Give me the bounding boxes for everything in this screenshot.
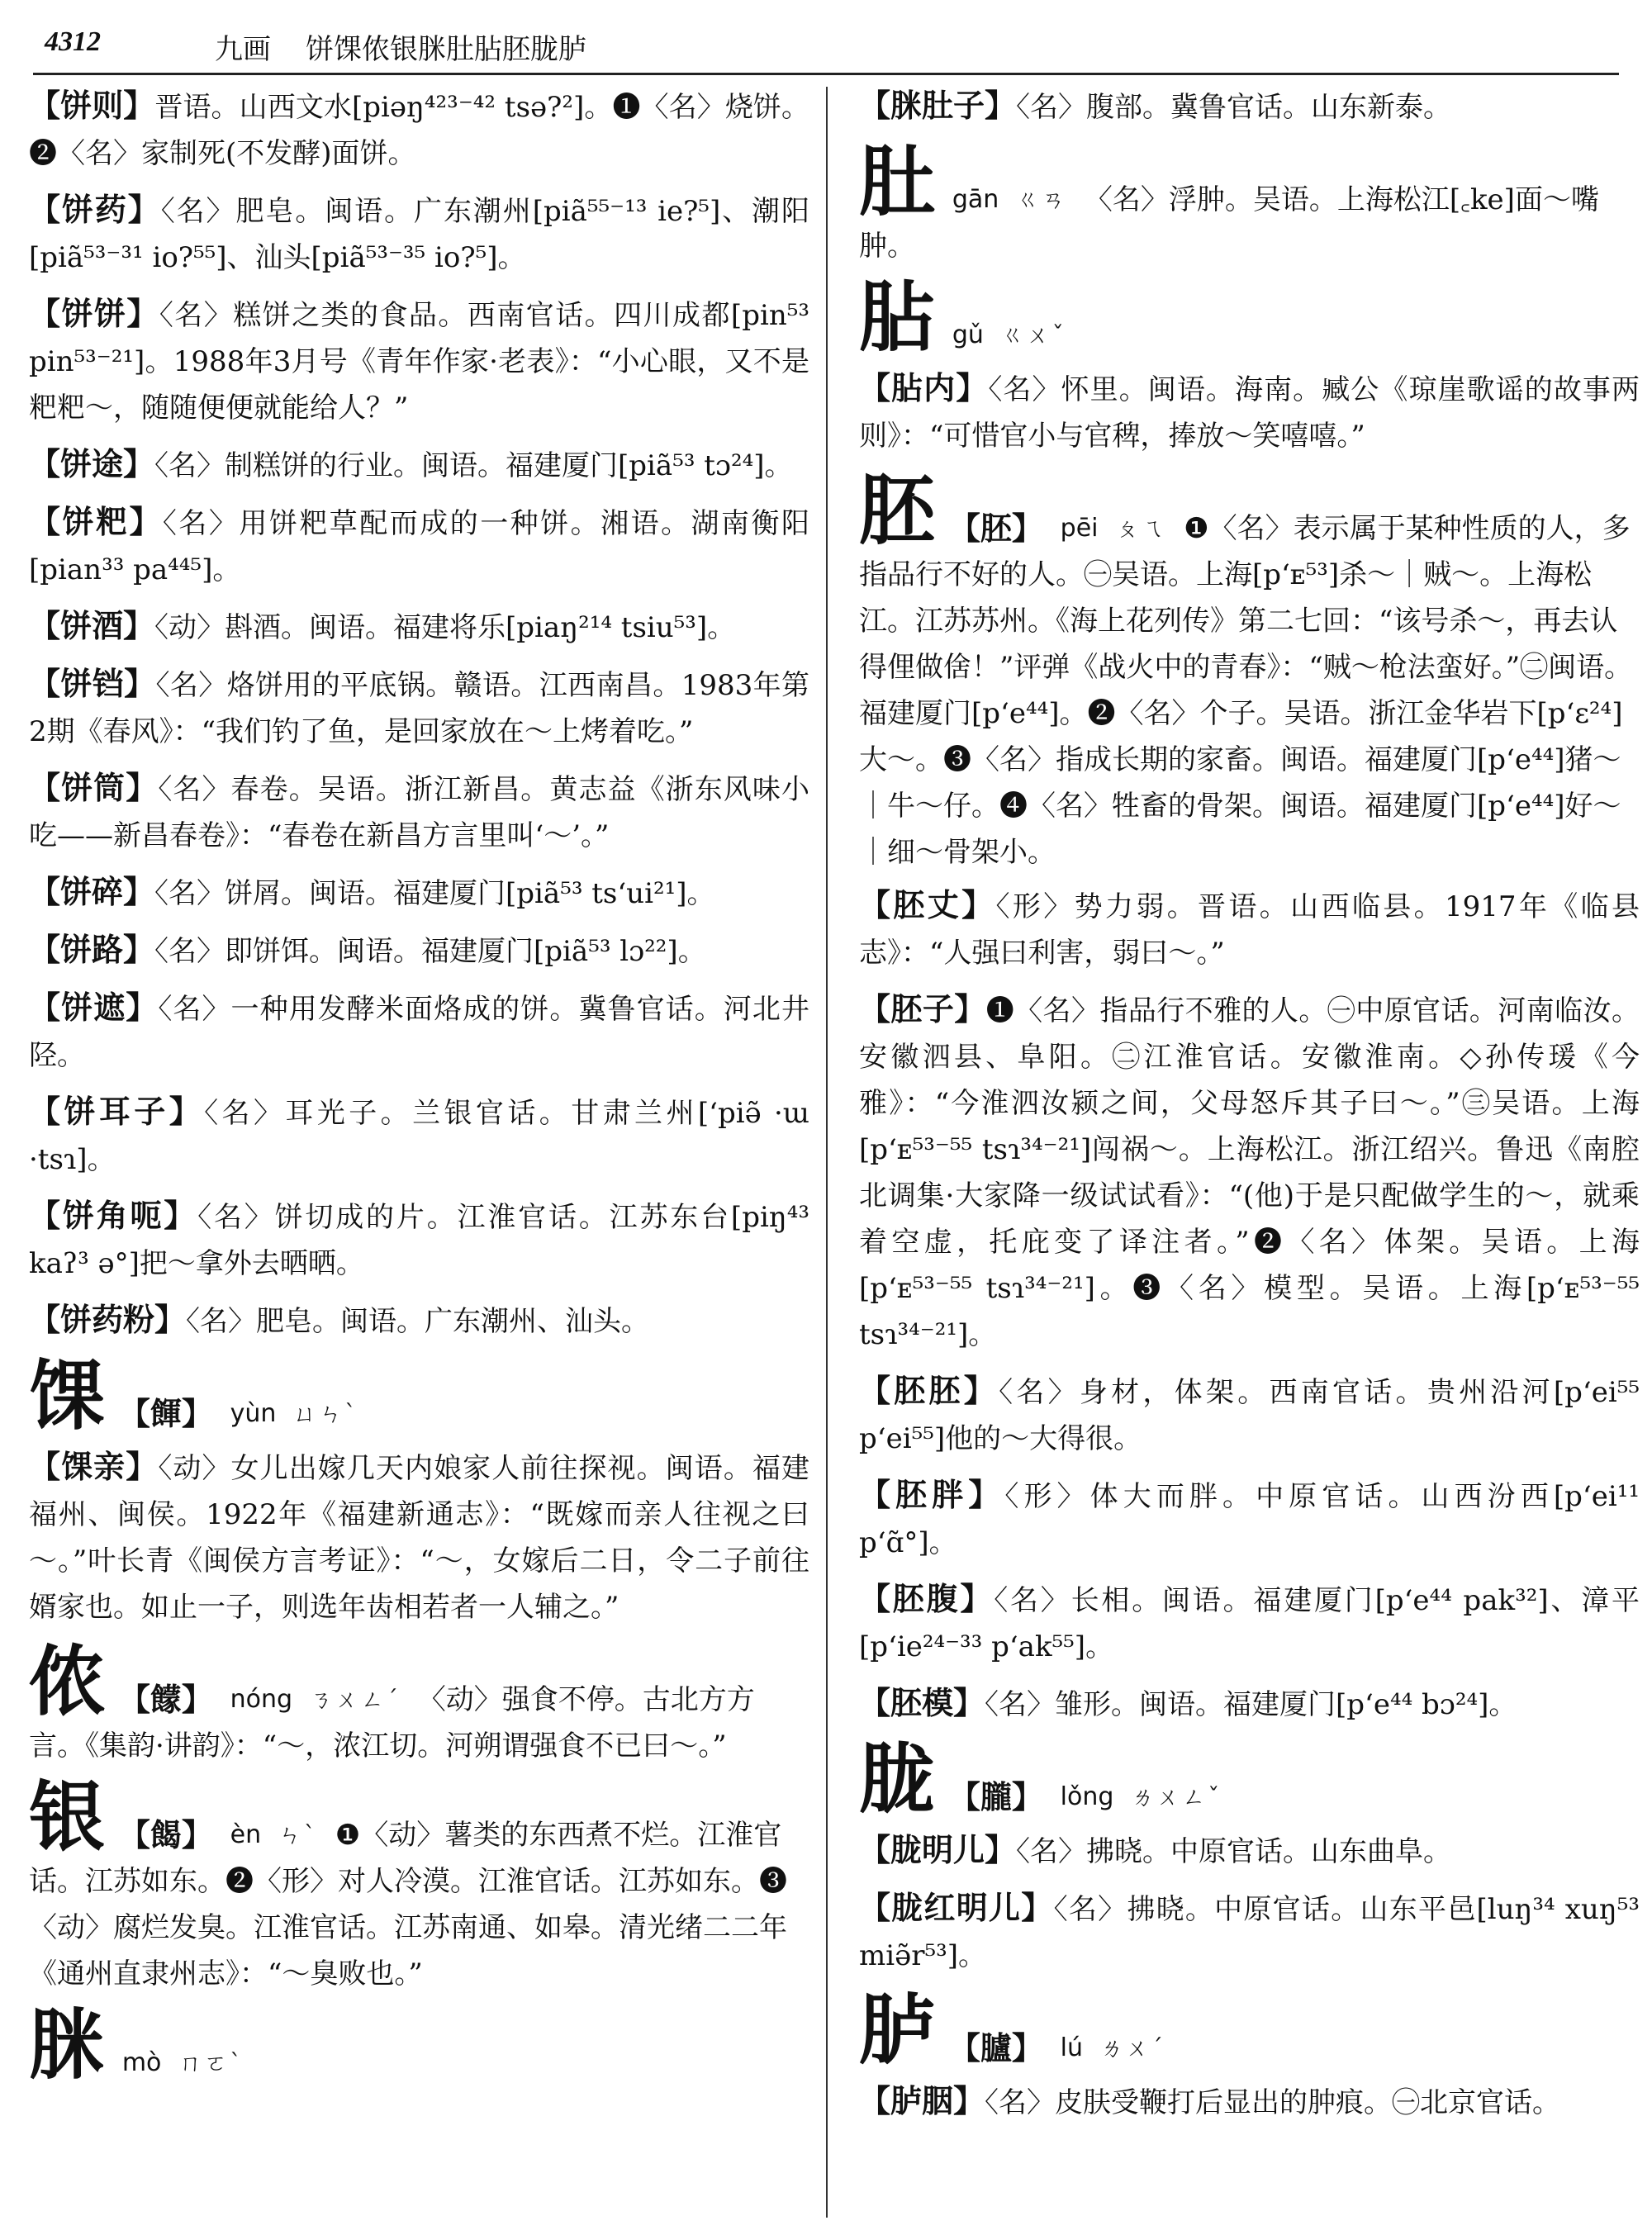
entry-list bbox=[859, 365, 1640, 459]
zhuyin: ㄇㄛˋ bbox=[178, 2049, 244, 2076]
dictionary-entry bbox=[29, 603, 809, 651]
entry-definition: 〈名〉长相。闽语。福建厦门[p‘e⁴⁴ pak³²]、漳平[p‘ie²⁴⁻³³ p‘ak⁵⁵]。 bbox=[859, 1584, 1640, 1663]
entry-definition: 〈名〉用饼粑草配而成的一种饼。湘语。湖南衡阳[pian³³ pa⁴⁴⁵]。 bbox=[29, 507, 809, 586]
zhuyin: ㄌㄨㄥˇ bbox=[1131, 1783, 1222, 1810]
entry-headword: 【饼酒】 bbox=[29, 607, 155, 644]
entry-headword: 【饼饼】 bbox=[29, 295, 159, 332]
entry-headword: 【胧明儿】 bbox=[859, 1831, 1017, 1868]
entry-definition: 〈名〉即饼饵。闽语。福建厦门[piã⁵³ lɔ²²]。 bbox=[154, 935, 706, 968]
pinyin: èn bbox=[230, 1820, 262, 1849]
variant-form: 【饛】 bbox=[118, 1681, 213, 1718]
zhuyin: ㄆㄟ bbox=[1115, 515, 1167, 542]
dictionary-entry bbox=[29, 499, 809, 593]
pinyin: mò bbox=[121, 2048, 162, 2077]
variant-form: 【餲】 bbox=[118, 1816, 213, 1853]
entry-headword: 【饼遮】 bbox=[29, 989, 159, 1026]
pinyin: nóng bbox=[230, 1685, 293, 1714]
dictionary-entry bbox=[29, 985, 809, 1079]
entry-headword: 【胚胖】 bbox=[859, 1476, 1005, 1513]
head-character-block bbox=[29, 1637, 809, 1769]
dictionary-entry bbox=[859, 1472, 1640, 1566]
header-characters: 饼馃侬银脒肚胋胚胧胪 bbox=[306, 33, 586, 66]
entry-headword: 【脒肚子】 bbox=[859, 87, 1017, 124]
dictionary-entry bbox=[29, 1297, 809, 1345]
dictionary-entry bbox=[859, 1368, 1640, 1462]
page-number: 4312 bbox=[45, 26, 101, 57]
entry-definition: 〈名〉烙饼用的平底锅。赣语。江西南昌。1983年第2期《春风》：“我们钓了鱼，是回家放在～上烤着吃。” bbox=[29, 669, 809, 748]
entry-headword: 【饼途】 bbox=[29, 445, 155, 482]
head-character-block bbox=[859, 1986, 1640, 2075]
entry-list bbox=[859, 1827, 1640, 1979]
variant-form: 【臚】 bbox=[948, 2029, 1043, 2066]
dictionary-entry bbox=[29, 661, 809, 755]
entry-definition: 〈名〉身材，体架。西南官话。贵州沿河[p‘ei⁵⁵ p‘ei⁵⁵]他的～大得很。 bbox=[859, 1376, 1640, 1455]
entry-headword: 【饼粑】 bbox=[29, 503, 163, 540]
dictionary-entry bbox=[29, 927, 809, 975]
entry-definition: 〈形〉势力弱。晋语。山西临县。1917年《临县志》：“人强曰利害，弱曰～。” bbox=[859, 890, 1640, 970]
entry-headword: 【胚腹】 bbox=[859, 1580, 995, 1617]
dictionary-entry bbox=[29, 291, 809, 431]
zhuyin: ㄌㄨˊ bbox=[1099, 2034, 1165, 2062]
left-column bbox=[29, 83, 809, 2093]
dictionary-entry bbox=[29, 765, 809, 859]
head-character-block bbox=[29, 1772, 809, 1997]
entry-definition: 〈名〉拂晓。中原官话。山东曲阜。 bbox=[1016, 1835, 1452, 1868]
head-character: 胚 bbox=[859, 466, 936, 555]
dictionary-entry bbox=[859, 83, 1640, 130]
head-character: 馃 bbox=[29, 1351, 106, 1440]
entry-definition: 〈名〉糕饼之类的食品。西南官话。四川成都[pin⁵³ pin⁵³⁻²¹]。1988年3月号《青年作家·老表》：“小心眼，又不是粑粑～，随随便便就能给人？” bbox=[29, 299, 809, 425]
entry-headword: 【胚子】 bbox=[859, 990, 986, 1027]
head-character: 胧 bbox=[859, 1734, 936, 1824]
entry-definition: 〈名〉拂晓。中原官话。山东平邑[luŋ³⁴ xuŋ⁵³ miə̃r⁵³]。 bbox=[859, 1893, 1640, 1972]
head-character-block bbox=[859, 1734, 1640, 1824]
entry-definition: 〈名〉皮肤受鞭打后显出的肿痕。㊀北京官话。 bbox=[985, 2086, 1561, 2119]
dictionary-entry bbox=[29, 187, 809, 281]
entry-definition: 〈名〉一种用发酵米面烙成的饼。冀鲁官话。河北井陉。 bbox=[29, 993, 809, 1072]
variant-form: 【胚】 bbox=[948, 510, 1043, 547]
entry-headword: 【饼则】 bbox=[29, 87, 155, 124]
entry-list bbox=[29, 83, 809, 1345]
zhuyin: ㄍㄢ bbox=[1016, 186, 1068, 213]
definition: ❶〈名〉表示属于某种性质的人，多指品行不好的人。㊀吴语。上海[p‘ᴇ⁵³]杀～｜贼～。上海松江。江苏苏州。《海上花列传》第二七回：“该号杀～，再去认得俚做倽！”评弹《战火中的青春》：“贼～枪法蛮好。”㊁闽语。福建厦门[p‘e⁴⁴]。❷〈名〉个子。吴语。浙江金华岩下[p‘ɛ²⁴]大～。❸〈名〉指成长期的家畜。闽语。福建厦门[p‘e⁴⁴]猪～｜牛～仔。❹〈名〉牲畜的骨架。闽语。福建厦门[p‘e⁴⁴]好～｜细～骨架小。 bbox=[859, 512, 1633, 869]
entry-list bbox=[29, 1444, 809, 1630]
entry-definition: 〈名〉制糕饼的行业。闽语。福建厦门[piã⁵³ tɔ²⁴]。 bbox=[154, 449, 793, 482]
entry-definition: 〈名〉春卷。吴语。浙江新昌。黄志益《浙东风味小吃——新昌春卷》：“春卷在新昌方言里叫‘～’。” bbox=[29, 773, 809, 852]
entry-list bbox=[859, 2078, 1640, 2126]
dictionary-entry bbox=[859, 1680, 1640, 1728]
entry-headword: 【胋内】 bbox=[859, 369, 989, 406]
entry-definition: 〈名〉肥皂。闽语。广东潮州、汕头。 bbox=[186, 1305, 650, 1338]
entry-definition: 〈名〉饼屑。闽语。福建厦门[piã⁵³ ts‘ui²¹]。 bbox=[154, 877, 715, 910]
entry-definition: 〈名〉肥皂。闽语。广东潮州[piã⁵⁵⁻¹³ ie?⁵]、潮阳[piã⁵³⁻³¹ io?⁵⁵]、汕头[piã⁵³⁻³⁵ io?⁵]。 bbox=[29, 195, 809, 274]
definition: 〈动〉强食不停。古北方方言。《集韵·讲韵》：“～，浓江切。河朔谓强食不已曰～。” bbox=[29, 1683, 755, 1763]
entry-headword: 【饼筒】 bbox=[29, 769, 159, 806]
entry-headword: 【饼铛】 bbox=[29, 665, 156, 702]
head-character-block bbox=[859, 466, 1640, 875]
dictionary-entry bbox=[29, 1444, 809, 1630]
dictionary-entry bbox=[29, 1193, 809, 1287]
pinyin: lú bbox=[1060, 2033, 1084, 2062]
entry-definition: 〈名〉耳光子。兰银官话。甘肃兰州[‘piə̃ ·ɯ ·tsɿ]。 bbox=[29, 1097, 809, 1176]
dictionary-entry bbox=[859, 1576, 1640, 1670]
pinyin: gǔ bbox=[952, 320, 984, 349]
entry-definition: 〈动〉女儿出嫁几天内娘家人前往探视。闽语。福建福州、闽侯。1922年《福建新通志》：“既嫁而亲人往视之曰～。”叶长青《闽侯方言考证》：“～，女嫁后二日，令二子前往婿家也。如止一子，则选年齿相若者一人辅之。” bbox=[29, 1452, 809, 1624]
definition: ❶〈动〉薯类的东西煮不烂。江淮官话。江苏如东。❷〈形〉对人冷漠。江淮官话。江苏如东。❸〈动〉腐烂发臭。江淮官话。江苏南通、如皋。清光绪二二年《通州直隶州志》：“～臭败也。” bbox=[29, 1819, 787, 1990]
entry-headword: 【饼路】 bbox=[29, 931, 155, 968]
definition: 〈名〉浮肿。吴语。上海松江[꜀ke]面～嘴肿。 bbox=[859, 183, 1599, 263]
dictionary-entry bbox=[859, 365, 1640, 459]
entry-headword: 【饼药粉】 bbox=[29, 1301, 187, 1338]
pinyin: gān bbox=[952, 185, 999, 214]
entry-definition: 〈名〉雏形。闽语。福建厦门[p‘e⁴⁴ bɔ²⁴]。 bbox=[985, 1688, 1517, 1721]
head-character: 脒 bbox=[29, 2000, 106, 2090]
column-divider bbox=[826, 87, 828, 2218]
entry-headword: 【饼角呃】 bbox=[29, 1197, 198, 1234]
page-header bbox=[33, 15, 1619, 75]
entry-headword: 【饼耳子】 bbox=[29, 1093, 205, 1130]
pinyin: lǒng bbox=[1060, 1782, 1114, 1811]
head-character-block bbox=[859, 137, 1640, 269]
entry-definition: 〈名〉怀里。闽语。海南。臧公《琼崖歌谣的故事两则》：“可惜官小与官稗，捧放～笑嘻嘻。” bbox=[859, 373, 1640, 453]
head-character: 胋 bbox=[859, 273, 936, 362]
head-character-block bbox=[29, 1351, 809, 1440]
variant-form: 【餫】 bbox=[118, 1395, 213, 1432]
dictionary-entry bbox=[29, 441, 809, 489]
entry-headword: 【饼药】 bbox=[29, 191, 161, 228]
pinyin: pēi bbox=[1060, 514, 1099, 543]
dictionary-entry bbox=[859, 986, 1640, 1358]
entry-headword: 【饼碎】 bbox=[29, 873, 155, 910]
entry-headword: 【胪胭】 bbox=[859, 2082, 985, 2119]
zhuyin: ㄣˋ bbox=[278, 1821, 318, 1848]
zhuyin: ㄩㄣˋ bbox=[293, 1400, 359, 1427]
dictionary-entry bbox=[859, 1827, 1640, 1875]
entry-definition: 〈名〉饼切成的片。江淮官话。江苏东台[piŋ⁴³ kaʔ³ ə°]把～拿外去晒晒。 bbox=[29, 1201, 809, 1280]
head-character: 侬 bbox=[29, 1637, 106, 1726]
stroke-count: 九画 bbox=[215, 33, 271, 66]
dictionary-entry bbox=[859, 1885, 1640, 1979]
head-character: 胪 bbox=[859, 1986, 936, 2075]
entry-list bbox=[859, 83, 1640, 130]
entry-headword: 【胚模】 bbox=[859, 1684, 985, 1721]
zhuyin: ㄋㄨㄥˊ bbox=[309, 1686, 401, 1713]
pinyin: yùn bbox=[230, 1399, 277, 1428]
entry-headword: 【馃亲】 bbox=[29, 1448, 159, 1485]
right-column bbox=[859, 83, 1640, 2136]
head-character-block bbox=[29, 2000, 809, 2090]
entry-definition: 〈动〉斟酒。闽语。福建将乐[piaŋ²¹⁴ tsiu⁵³]。 bbox=[154, 611, 736, 644]
dictionary-entry bbox=[29, 1089, 809, 1183]
dictionary-entry bbox=[859, 2078, 1640, 2126]
head-character-block bbox=[859, 273, 1640, 362]
dictionary-entry bbox=[859, 882, 1640, 976]
entry-definition: 〈形〉体大而胖。中原官话。山西汾西[p‘ei¹¹ p‘ɑ̃°]。 bbox=[859, 1480, 1640, 1559]
entry-headword: 【胧红明儿】 bbox=[859, 1889, 1054, 1926]
entry-definition: 〈名〉腹部。冀鲁官话。山东新泰。 bbox=[1016, 91, 1452, 124]
variant-form: 【朧】 bbox=[948, 1778, 1043, 1815]
dictionary-entry bbox=[29, 869, 809, 917]
entry-headword: 【胚丈】 bbox=[859, 886, 996, 923]
entry-headword: 【胚胚】 bbox=[859, 1372, 999, 1409]
zhuyin: ㄍㄨˇ bbox=[1000, 321, 1066, 349]
entry-list bbox=[859, 882, 1640, 1728]
dictionary-entry bbox=[29, 83, 809, 177]
head-character: 肚 bbox=[859, 137, 936, 226]
entry-definition: ❶〈名〉指品行不雅的人。㊀中原官话。河南临汝。安徽泗县、阜阳。㊁江淮官话。安徽淮南。◇孙传瑗《今雅》：“今淮泗汝颍之间，父母怒斥其子曰～。”㊂吴语。上海[p‘ᴇ⁵³⁻⁵⁵ tsɿ³⁴⁻²¹]闯祸～。上海松江。浙江绍兴。鲁迅《南腔北调集·大家降一级试试看》：“(他)于是只配做学生的～，就乘着空虚，托庇变了译注者。”❷〈名〉体架。吴语。上海[p‘ᴇ⁵³⁻⁵⁵ tsɿ³⁴⁻²¹]。❸〈名〉模型。吴语。上海[p‘ᴇ⁵³⁻⁵⁵ tsɿ³⁴⁻²¹]。 bbox=[859, 994, 1640, 1351]
entry-definition: 晋语。山西文水[piəŋ⁴²³⁻⁴² tsə?²]。❶〈名〉烧饼。❷〈名〉家制死(不发酵)面饼。 bbox=[29, 91, 809, 170]
head-character: 银 bbox=[29, 1772, 106, 1862]
